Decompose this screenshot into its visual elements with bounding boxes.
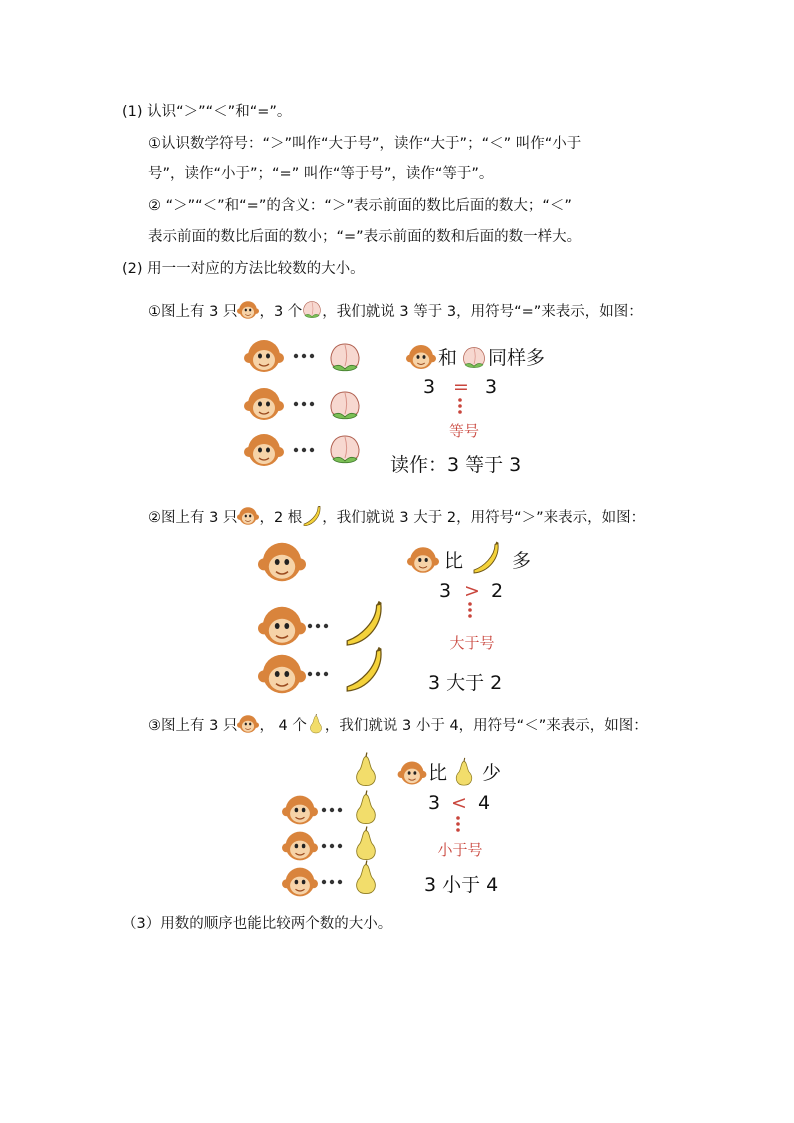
section1-heading: (1) 认识“＞”“＜”和“=”。 [122,104,292,120]
pear-icon [357,826,376,859]
monkey-icon [258,543,306,581]
dots-icon [308,672,328,676]
example1-text-part3: ，我们就说 3 等于 3，用符号“=”来表示，如图： [322,304,643,320]
section1-para2-line1: ② “＞”“＜”和“=”的含义：“＞”表示前面的数比后面的数大；“＜” [148,198,572,214]
dots-icon [294,448,314,452]
monkey-icon [406,345,436,369]
monkey-icon [258,607,306,645]
vertical-dots-icon [456,816,460,832]
section2-heading: (2) 用一一对应的方法比较数的大小。 [122,261,365,277]
peach-icon [302,300,322,320]
dots-icon [322,844,342,848]
example3-text-part2: ， 4 个 [259,718,307,734]
example1-text [148,300,643,322]
monkey-icon [407,547,439,573]
pear-icon [357,790,376,823]
peach-icon [331,436,359,463]
example3-text-part3: ，我们就说 3 小于 4，用符号“＜”来表示，如图： [324,718,648,734]
monkey-icon [244,388,284,420]
pear-icon [456,758,471,785]
operator-symbol: < [451,792,467,814]
dots-icon [322,808,342,812]
example1-text-part1: ①图上有 3 只 [148,304,238,320]
vertical-dots-icon [458,398,462,414]
monkey-icon [258,655,306,693]
section1-para1-line2: 号”，读作“小于”；“=” 叫作“等于号”，读作“等于”。 [148,166,494,182]
banana-icon [302,506,322,526]
compare-result: 少 [482,762,502,784]
monkey-icon [244,340,284,372]
section3-heading: （3）用数的顺序也能比较两个数的大小。 [122,916,393,932]
peach-icon [331,392,359,419]
monkey-icon [237,714,259,734]
example2-text [148,506,645,528]
monkey-icon [244,434,284,466]
peach-icon [464,348,485,368]
monkey-icon [282,832,318,861]
right-number: 2 [491,580,504,602]
example2-text-part2: ，2 根 [259,510,303,526]
operator-name: 大于号 [449,634,495,652]
figure-greater [258,540,558,700]
monkey-icon [282,868,318,897]
left-number: 3 [439,580,452,602]
compare-word: 和 [438,347,458,369]
dots-icon [294,354,314,358]
example3-text [148,714,648,736]
right-number: 3 [485,376,498,398]
right-number: 4 [478,792,491,814]
compare-result: 多 [512,550,532,572]
monkey-icon [237,300,259,320]
reading-text: 3 大于 2 [428,672,503,694]
operator-name: 等号 [448,422,480,440]
example2-text-part3: ，我们就说 3 大于 2，用符号“＞”来表示，如图： [322,510,646,526]
example1-text-part2: ，3 个 [259,304,303,320]
pear-icon [357,752,376,785]
monkey-icon [237,506,259,526]
left-number: 3 [428,792,441,814]
dots-icon [322,880,342,884]
figure-less [282,748,542,898]
example3-text-part1: ③图上有 3 只 [148,718,238,734]
banana-icon [474,542,499,574]
compare-word: 比 [428,762,448,784]
reading-text: 3 小于 4 [424,874,499,896]
section1-para1-line1: ①认识数学符号：“＞”叫作“大于号”，读作“大于”；“＜” 叫作“小于 [148,136,582,152]
left-number: 3 [423,376,436,398]
dots-icon [308,624,328,628]
figure-equal [240,332,560,482]
operator-symbol: > [464,580,480,602]
peach-icon [331,344,359,371]
vertical-dots-icon [468,602,472,618]
monkey-icon [398,761,427,784]
monkey-icon [282,796,318,825]
banana-icon [347,601,382,645]
banana-icon [347,647,382,691]
pear-icon [357,860,376,893]
compare-result: 同样多 [488,347,546,369]
dots-icon [294,402,314,406]
operator-name: 小于号 [437,841,483,859]
section1-para2-line2: 表示前面的数比后面的数小；“=”表示前面的数和后面的数一样大。 [148,229,582,245]
compare-word: 比 [444,550,464,572]
example2-text-part1: ②图上有 3 只 [148,510,238,526]
reading-text: 读作：3 等于 3 [390,454,522,476]
operator-symbol: = [453,376,469,398]
pear-icon [307,714,325,734]
